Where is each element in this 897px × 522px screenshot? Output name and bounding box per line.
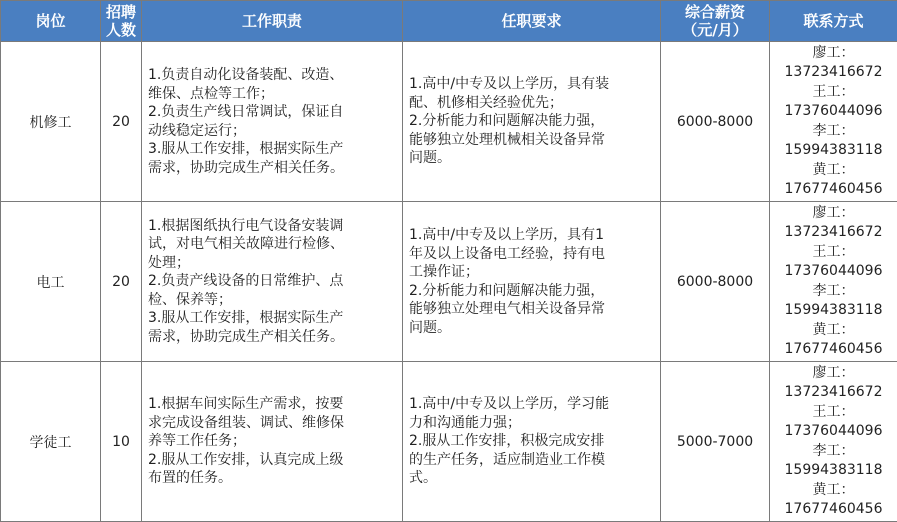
header-count-line-1: 招聘 bbox=[105, 3, 136, 21]
contact-phone: 15994383118 bbox=[784, 462, 883, 478]
contact-name: 王工： bbox=[812, 403, 855, 420]
duty-line: 2.服从工作安排，认真完成上级 bbox=[148, 451, 344, 468]
duty-line: 试，对电气相关故障进行检修、 bbox=[148, 236, 344, 253]
contact-phone: 17677460456 bbox=[784, 341, 883, 357]
requirement-line: 1.高中/中专及以上学历，学习能 bbox=[409, 396, 610, 413]
count-cell: 10 bbox=[101, 362, 142, 522]
contact-phone: 13723416672 bbox=[784, 384, 883, 400]
requirement-line: 配、机修相关经验优先； bbox=[409, 94, 563, 111]
requirement-line: 年及以上设备电工经验，持有电 bbox=[409, 245, 605, 262]
duty-line: 检、保养等； bbox=[148, 291, 232, 308]
requirement-line: 2.分析能力和问题解决能力强， bbox=[409, 282, 605, 299]
salary-cell: 5000-7000 bbox=[661, 362, 770, 522]
requirement-line: 工操作证； bbox=[409, 264, 479, 280]
contact-name: 王工： bbox=[812, 83, 855, 100]
contact-phone: 17376044096 bbox=[784, 423, 883, 439]
contact-phone: 17677460456 bbox=[784, 501, 883, 517]
requirement-line: 的生产任务，适应制造业工作模 bbox=[409, 451, 605, 468]
header-salary-line-2: （元/月） bbox=[682, 21, 748, 39]
contact-name: 黄工： bbox=[812, 321, 855, 338]
position-cell: 机修工 bbox=[1, 42, 101, 202]
duties-cell bbox=[142, 42, 403, 202]
header-position: 岗位 bbox=[1, 1, 101, 42]
salary-cell: 6000-8000 bbox=[661, 42, 770, 202]
requirement-line: 问题。 bbox=[409, 319, 451, 336]
requirement-line: 能够独立处理机械相关设备异常 bbox=[409, 131, 605, 148]
requirement-line: 1.高中/中专及以上学历，具有装 bbox=[409, 76, 610, 93]
contact-name: 王工： bbox=[812, 243, 855, 260]
header-contact: 联系方式 bbox=[770, 1, 897, 42]
count-cell: 20 bbox=[101, 42, 142, 202]
contact-name: 黄工： bbox=[812, 481, 855, 498]
contact-cell bbox=[770, 362, 897, 522]
header-requirements: 任职要求 bbox=[403, 1, 661, 42]
contact-phone: 15994383118 bbox=[784, 302, 883, 318]
contact-name: 李工： bbox=[812, 122, 855, 139]
duty-line: 需求，协助完成生产相关任务。 bbox=[148, 328, 344, 345]
position-cell: 学徒工 bbox=[1, 362, 101, 522]
contact-phone: 17376044096 bbox=[784, 103, 883, 119]
contact-name: 黄工： bbox=[812, 161, 855, 178]
duty-line: 求完成设备组装、调试、维修保 bbox=[148, 414, 344, 431]
requirement-line: 力和沟通能力强； bbox=[409, 414, 521, 431]
header-count-line-2: 人数 bbox=[105, 21, 136, 39]
duty-line: 布置的任务。 bbox=[148, 470, 232, 487]
contact-cell bbox=[770, 42, 897, 202]
contact-name: 廖工： bbox=[812, 44, 855, 61]
requirement-line: 能够独立处理电气相关设备异常 bbox=[409, 301, 605, 317]
header-salary-line-1: 综合薪资 bbox=[684, 3, 745, 21]
contact-name: 李工： bbox=[812, 282, 855, 299]
table-row bbox=[1, 362, 897, 522]
salary-cell: 6000-8000 bbox=[661, 202, 770, 362]
contact-name: 李工： bbox=[812, 442, 855, 459]
requirement-line: 2.服从工作安排，积极完成安排 bbox=[409, 433, 605, 450]
duty-line: 2.负责产线设备的日常维护、点 bbox=[148, 273, 344, 290]
header-row bbox=[1, 1, 897, 42]
duties-cell bbox=[142, 362, 403, 522]
count-cell: 20 bbox=[101, 202, 142, 362]
table-row bbox=[1, 202, 897, 362]
duty-line: 2.负责生产线日常调试，保证自 bbox=[148, 104, 344, 120]
duty-line: 1.根据图纸执行电气设备安装调 bbox=[148, 217, 344, 234]
requirements-cell bbox=[403, 362, 661, 522]
contact-name: 廖工： bbox=[812, 204, 855, 221]
duty-line: 3.服从工作安排，根据实际生产 bbox=[148, 310, 344, 327]
contact-phone: 17376044096 bbox=[784, 263, 883, 279]
contact-cell bbox=[770, 202, 897, 362]
duty-line: 1.根据车间实际生产需求，按要 bbox=[148, 396, 344, 413]
position-cell: 电工 bbox=[1, 202, 101, 362]
duty-line: 维保、点检等工作； bbox=[148, 85, 274, 102]
contact-name: 廖工： bbox=[812, 364, 855, 381]
duty-line: 需求，协助完成生产相关任务。 bbox=[148, 159, 344, 176]
contact-phone: 17677460456 bbox=[784, 181, 883, 197]
header-duties: 工作职责 bbox=[142, 1, 403, 42]
duties-cell bbox=[142, 202, 403, 362]
header-salary bbox=[661, 1, 770, 42]
duty-line: 1.负责自动化设备装配、改造、 bbox=[148, 67, 344, 83]
contact-phone: 15994383118 bbox=[784, 142, 883, 158]
requirement-line: 1.高中/中专及以上学历，具有1 bbox=[409, 227, 604, 243]
header-count bbox=[101, 1, 142, 42]
requirement-line: 2.分析能力和问题解决能力强， bbox=[409, 113, 605, 130]
contact-phone: 13723416672 bbox=[784, 224, 883, 240]
requirements-cell bbox=[403, 202, 661, 362]
duty-line: 3.服从工作安排，根据实际生产 bbox=[148, 141, 344, 157]
requirement-line: 问题。 bbox=[409, 150, 451, 167]
duty-line: 动线稳定运行； bbox=[148, 122, 246, 139]
requirement-line: 式。 bbox=[409, 470, 437, 487]
duty-line: 处理； bbox=[148, 254, 190, 271]
duty-line: 养等工作任务； bbox=[148, 433, 246, 450]
table-row bbox=[1, 42, 897, 202]
requirements-cell bbox=[403, 42, 661, 202]
contact-phone: 13723416672 bbox=[784, 64, 883, 80]
